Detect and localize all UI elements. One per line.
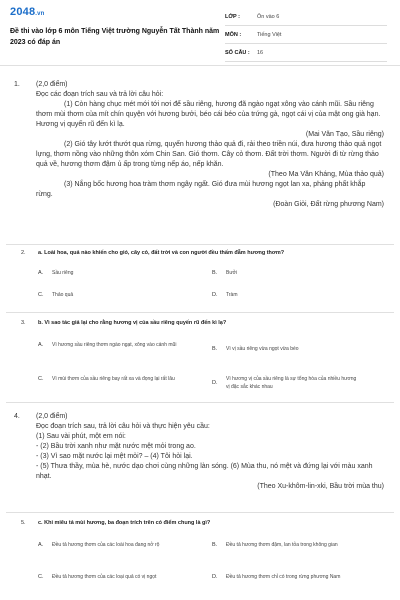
divider	[6, 512, 394, 513]
question-number: 3.	[21, 320, 26, 326]
option-letter: D.	[212, 574, 218, 580]
meta-key: MÔN :	[225, 31, 242, 38]
option-text: Sầu riêng	[52, 270, 74, 276]
question-title: a. Loài hoa, quả nào khiến cho gió, cây cỏ, đất trời và con người đều thấm đẫm hương thơm?	[38, 250, 285, 256]
divider	[6, 244, 394, 245]
option-a[interactable]	[38, 342, 184, 350]
dialogue-line: - (2) Bầu trời xanh như mặt nước mệt mỏi trong ao.	[36, 443, 196, 450]
passage-1: (1) Còn hàng chục mét mới tới nơi để sầu riêng, hương đã ngào ngạt xông vào cánh mũi. Sầu riêng thơm mùi thơm của mít chín quyện với hương bưởi, béo cái béo của trứng gà, ngọt cái vị của mật ong già hạn. Hương vị quyến rũ đến kì lạ.	[36, 101, 381, 128]
option-text: Vì mùi thơm của sầu riêng bay rất xa và đọng lại rất lâu	[52, 376, 175, 382]
question-title: c. Khi miêu tả mùi hương, ba đoạn trích trên có điểm chung là gì?	[38, 520, 211, 526]
option-letter: A.	[38, 542, 44, 548]
option-letter: D.	[212, 292, 218, 298]
question-number: 5.	[21, 520, 26, 526]
option-c[interactable]	[38, 292, 184, 300]
option-letter: C.	[38, 574, 44, 580]
passage-source: (Theo Ma Văn Kháng, Mùa thảo quả)	[268, 171, 384, 178]
option-letter: B.	[212, 270, 218, 276]
option-letter: C.	[38, 292, 44, 298]
option-d[interactable]	[212, 292, 358, 300]
question-number: 4.	[14, 413, 20, 420]
brand-suffix: .vn	[35, 11, 45, 17]
option-a[interactable]	[38, 270, 184, 278]
question-line: Đọc đoạn trích sau, trả lời câu hỏi và thực hiện yêu cầu:	[36, 423, 210, 430]
meta-key: LỚP :	[225, 13, 240, 20]
option-b[interactable]	[212, 346, 358, 354]
option-letter: A.	[38, 270, 44, 276]
option-letter: D.	[212, 379, 218, 386]
passage-2: (2) Gió tây lướt thướt qua rừng, quyến hương thảo quả đi, rải theo triền núi, đưa hương thảo quả ngọt lựng, thơm nồng vào những thôn xóm Chin San. Gió thơm. Cây cỏ thơm. Đất trời thơm. Người đi từ rừng thảo quả về, hương thơm đậm ủ ấp trong từng nếp áo, nếp khăn.	[36, 141, 382, 168]
divider	[6, 402, 394, 403]
question-number: 1.	[14, 81, 20, 88]
brand-logo[interactable]	[10, 6, 45, 18]
option-text: Bưởi	[226, 270, 238, 276]
option-letter: B.	[212, 542, 218, 548]
option-text: Tràm	[226, 292, 238, 298]
option-letter: A.	[38, 342, 44, 348]
meta-value: Ôn vào 6	[257, 13, 280, 20]
passage-source: (Theo Xu-khôm-lin-xki, Bầu trời mùa thu)	[257, 483, 384, 490]
option-c[interactable]	[38, 376, 184, 384]
meta-value: Tiếng Việt	[257, 31, 282, 38]
meta-row-count	[225, 44, 387, 62]
option-c[interactable]	[38, 574, 184, 582]
question-title: (2,0 điểm)	[36, 81, 68, 88]
option-d[interactable]	[212, 574, 358, 582]
option-text: Vì vị sầu riêng vừa ngọt vừa béo	[226, 346, 299, 352]
option-b[interactable]	[212, 542, 358, 550]
question-1	[14, 80, 386, 210]
option-text: Đều tả hương thơm của các loại quả có vị ngọt	[52, 574, 157, 580]
option-letter: B.	[212, 346, 218, 352]
option-a[interactable]	[38, 542, 184, 550]
meta-row-subject	[225, 26, 387, 44]
brand-name: 2048	[10, 6, 36, 18]
document-title: Đề thi vào lớp 6 môn Tiếng Việt trường Nguyễn Tất Thành năm 2023 có đáp án	[10, 28, 220, 46]
option-text: Vì hương sầu riêng thơm ngào ngạt, xông vào cánh mũi	[52, 342, 177, 348]
option-text: Đều tả hương thơm đậm, lan tỏa trong không gian	[226, 542, 338, 548]
question-title: (2,0 điểm)	[36, 413, 68, 420]
passage-source: (Đoàn Giỏi, Đất rừng phương Nam)	[273, 201, 384, 208]
option-letter: C.	[38, 376, 44, 382]
passage-3: (3) Nắng bốc hương hoa tràm thơm ngây ngất. Gió đưa mùi hương ngọt lan xa, phảng phất khắp rừng.	[36, 181, 366, 198]
meta-row-class	[225, 8, 387, 26]
option-text: Vì hương vị của sầu riêng là sự tổng hòa của nhiều hương vị đặc sắc khác nhau	[226, 376, 357, 390]
header	[0, 0, 400, 66]
question-number: 2.	[21, 250, 26, 256]
meta-table	[225, 8, 387, 62]
option-b[interactable]	[212, 270, 358, 278]
passage-source: (Mai Văn Tạo, Sầu riêng)	[305, 131, 384, 138]
meta-key: SỐ CÂU :	[225, 49, 250, 56]
option-text: Đều tả hương thơm chỉ có trong rừng phương Nam	[226, 574, 341, 580]
option-d[interactable]	[212, 376, 358, 391]
question-title: b. Vì sao tác giả lại cho rằng hương vị của sầu riêng quyến rũ đến kì lạ?	[38, 320, 227, 326]
question-4	[14, 412, 386, 492]
divider	[6, 312, 394, 313]
option-text: Thảo quả	[52, 292, 74, 298]
dialogue-line: (1) Sau vài phút, một em nói:	[36, 433, 126, 440]
question-line: Đọc các đoạn trích sau và trả lời câu hỏi:	[36, 91, 164, 98]
dialogue-line: - (3) Vì sao mặt nước lại mệt mỏi? – (4) Tôi hỏi lại.	[36, 453, 193, 460]
option-text: Đều tả hương thơm của các loài hoa đang nở rộ	[52, 542, 160, 548]
dialogue-line: - (5) Thưa thầy, mùa hè, nước dạo chơi cùng những làn sóng. (6) Mùa thu, nó mệt và đứng lại với màu xanh nhạt.	[36, 463, 373, 480]
meta-value: 16	[257, 49, 264, 56]
